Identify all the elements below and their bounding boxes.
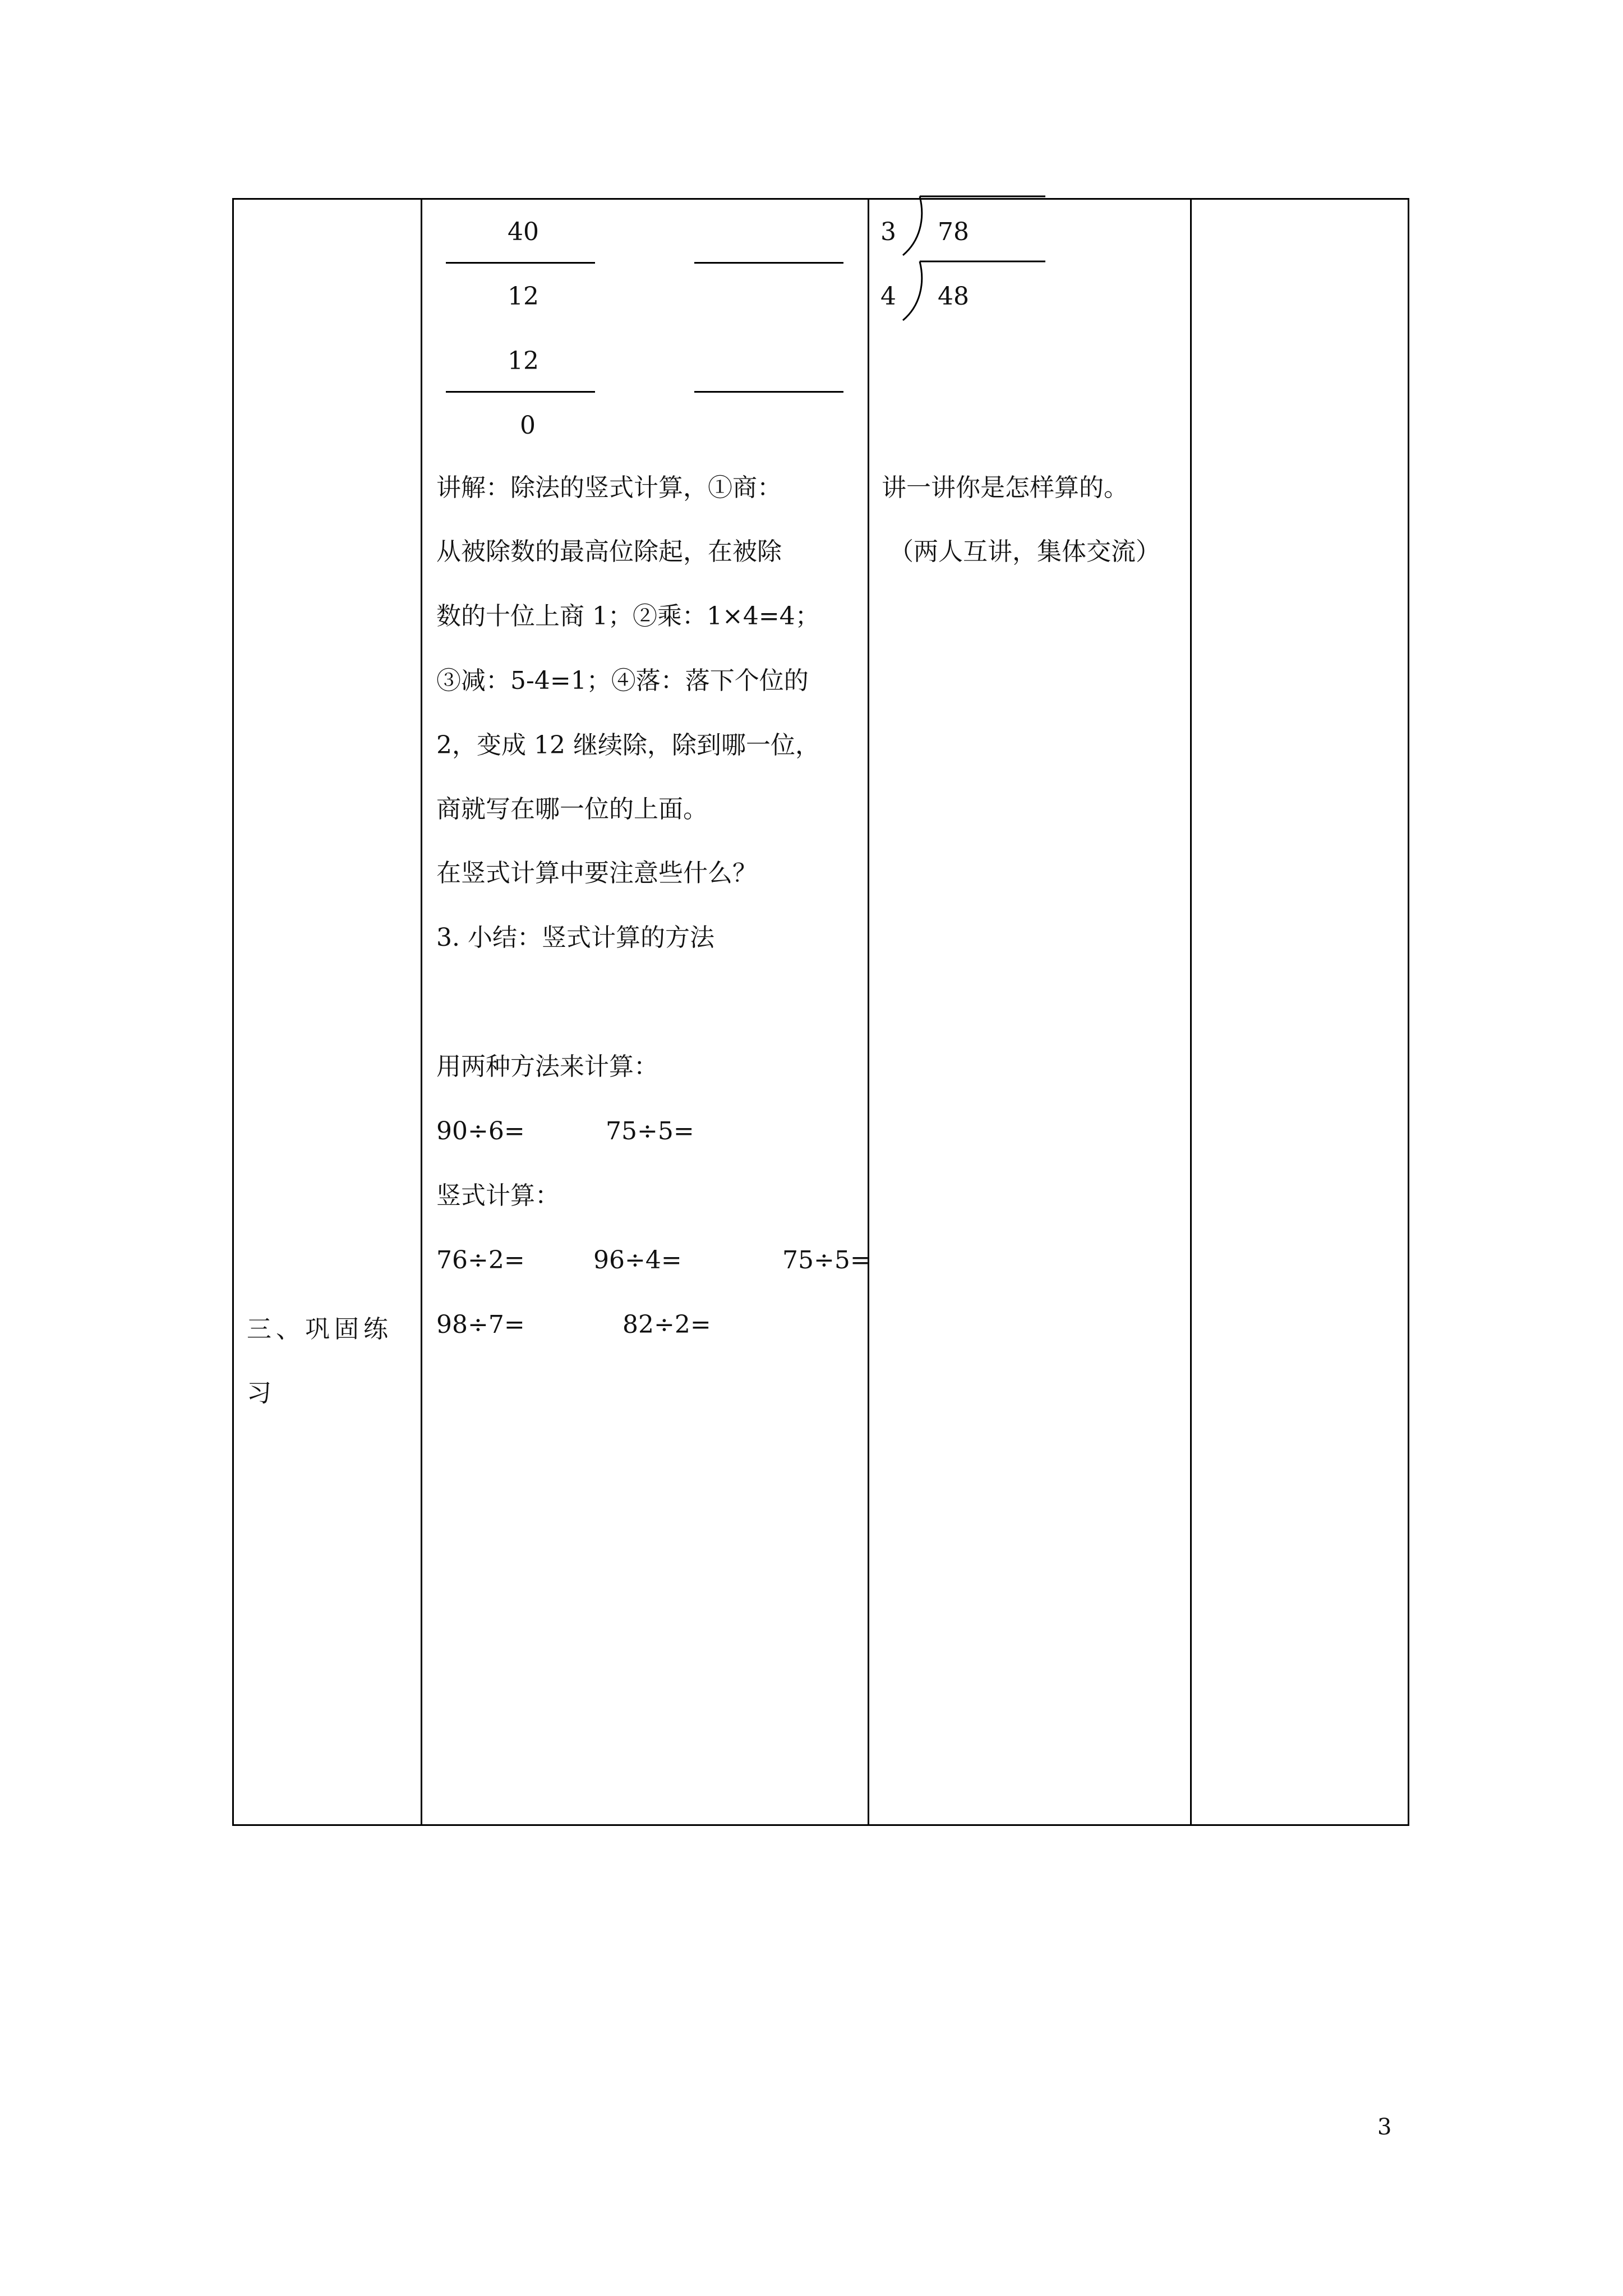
calc-line-right-1 <box>694 262 843 264</box>
column-divider-3 <box>1190 198 1192 1826</box>
exercise-75-5-a: 75÷5= <box>606 1117 694 1145</box>
exercise-96-4: 96÷4= <box>593 1246 682 1274</box>
division-2-bracket <box>897 256 1049 323</box>
exercise-90-6: 90÷6= <box>436 1117 525 1145</box>
division-1-bracket <box>897 191 1049 258</box>
column-divider-1 <box>421 198 422 1826</box>
exercise-75-5-b: 75÷5= <box>782 1246 871 1274</box>
exercise-98-7: 98÷7= <box>436 1310 525 1339</box>
explain-line-6: 商就写在哪一位的上面。 <box>436 795 708 823</box>
lesson-table <box>232 198 1409 1826</box>
division-1-dividend: 78 <box>938 218 969 246</box>
explain-line-3: 数的十位上商 1；②乘：1×4=4； <box>436 602 820 631</box>
summary-text: 3. 小结：竖式计算的方法 <box>436 923 714 952</box>
explain-line-4: ③减：5-4=1；④落：落下个位的 <box>436 666 809 695</box>
two-methods-label: 用两种方法来计算： <box>436 1052 658 1081</box>
calc-line-left-2 <box>446 391 595 393</box>
exercise-82-2: 82÷2= <box>623 1310 711 1339</box>
vertical-calc-label: 竖式计算： <box>436 1181 560 1210</box>
explain-line-1: 讲解：除法的竖式计算，①商： <box>436 473 782 502</box>
page-number: 3 <box>1377 2114 1392 2140</box>
section-title-line1: 三、巩固练 <box>247 1315 393 1343</box>
calc-number-12a: 12 <box>508 282 539 311</box>
calc-line-left-1 <box>446 262 595 264</box>
explain-line-2: 从被除数的最高位除起，在被除 <box>436 537 782 566</box>
explain-activity: （两人互讲，集体交流） <box>889 537 1160 566</box>
calc-line-right-2 <box>694 391 843 393</box>
division-2-dividend: 48 <box>938 282 969 311</box>
calc-number-12b: 12 <box>508 347 539 375</box>
division-2-divisor: 4 <box>880 282 896 311</box>
calc-number-0: 0 <box>520 411 536 440</box>
section-title-line2: 习 <box>247 1379 271 1407</box>
explain-line-5: 2，变成 12 继续除，除到哪一位， <box>436 731 820 760</box>
exercise-76-2: 76÷2= <box>436 1246 525 1274</box>
division-1-divisor: 3 <box>880 218 896 246</box>
calc-number-40: 40 <box>508 218 539 246</box>
column-divider-2 <box>868 198 869 1826</box>
explain-prompt: 讲一讲你是怎样算的。 <box>882 473 1128 502</box>
question-text: 在竖式计算中要注意些什么？ <box>436 859 757 887</box>
